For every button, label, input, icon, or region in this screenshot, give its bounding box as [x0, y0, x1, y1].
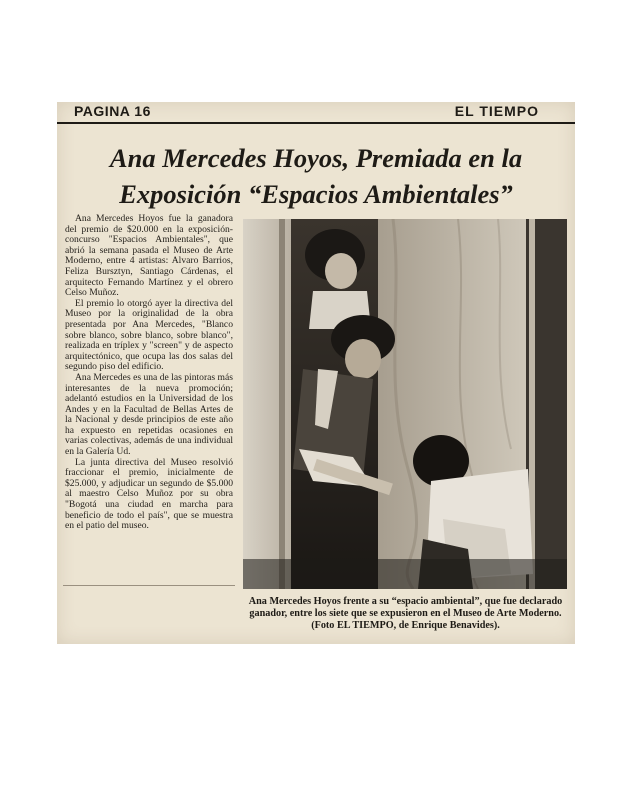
page-number: PAGINA 16 [74, 103, 151, 119]
headline-line-1: Ana Mercedes Hoyos, Premiada en la [109, 143, 523, 173]
article-body [65, 214, 233, 532]
newspaper-clipping [57, 102, 575, 644]
page-header [57, 102, 575, 124]
article-paragraph: Ana Mercedes es una de las pintoras más interesantes de la nueva promoción; adelantó estudios en la Universidad de los Andes y en la Facultad de Bellas Artes de la Nacional y desde principios de este año ha expuesto en repetidas ocasiones en varias colectivas, además de una individual en la Galería Ud. [65, 371, 233, 458]
photo-illustration [243, 219, 567, 589]
article-end-rule [63, 585, 235, 586]
article-headline [57, 140, 575, 212]
news-photo [243, 219, 567, 589]
headline-line-2: Exposición “Espacios Ambientales” [119, 179, 513, 209]
newspaper-name: EL TIEMPO [454, 103, 539, 119]
article-paragraph: La junta directiva del Museo resolvió fraccionar el premio, inicialmente de $25.000, y adjudicar un segundo de $5.000 al maestro Celso Muñoz por su obra "Bogotá una ciudad en marcha para beneficio de todo el país", que se muestra en el patio del museo. [65, 456, 233, 532]
article-paragraph: El premio lo otorgó ayer la directiva del Museo por la originalidad de la obra presentada por Ana Mercedes, "Blanco sobre blanco, sobre blanco, sobre blanco", realizada en tríplex y "screen" y de aspecto arquitectónico, que ocupa las dos salas del segundo piso del edificio. [65, 297, 233, 373]
photo-caption: Ana Mercedes Hoyos frente a su “espacio ambiental”, que fue declarado ganador, entre los siete que se expusieron en el Museo de Arte Moderno. (Foto EL TIEMPO, de Enrique Benavides). [248, 596, 563, 631]
article-paragraph: Ana Mercedes Hoyos fue la ganadora del premio de $20.000 en la exposición-concurso "Espacios Ambientales", que abrió la semana pasada el Museo de Arte Moderno, entre 4 artistas: Alvaro Barrios, Feliza Bursztyn, Santiago Cárdenas, el arquitecto Fernando Martínez y el obrero Celso Muñoz. [65, 213, 233, 299]
